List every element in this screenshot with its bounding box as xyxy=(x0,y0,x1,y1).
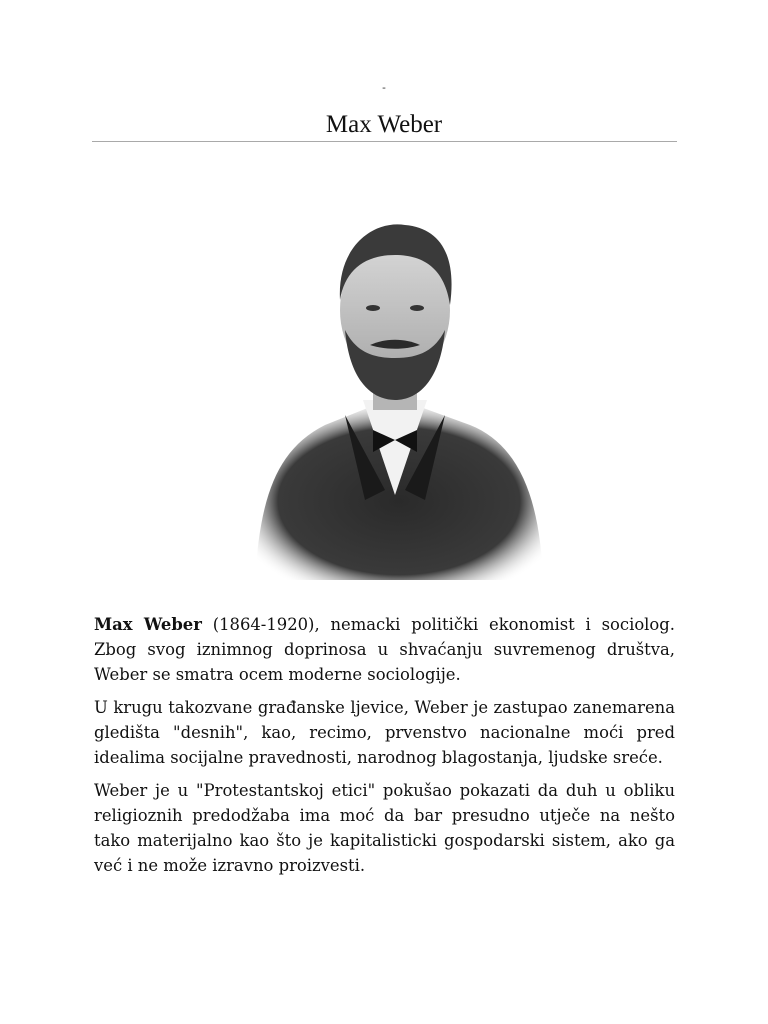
paragraph-2: U krugu takozvane građanske ljevice, Weber je zastupao zanemarena gledišta "desnih", kao, recimo, prvenstvo nacionalne moći pred idealima socijalne pravednosti, narodnog blagostanja, ljudske sreće. xyxy=(94,698,675,767)
page-title: Max Weber xyxy=(325,111,443,138)
paragraph-3: Weber je u "Protestantskoj etici" pokušao pokazati da duh u obliku religioznih predodžaba ima moć da bar presudno utječe na nešto tako materijalno kao što je kapitalisticki gospodarski sistem, ako ga već i ne može izravno proizvesti. xyxy=(94,781,675,875)
paragraph-1 xyxy=(94,612,675,687)
portrait-photo-icon xyxy=(245,200,545,580)
paragraph-1-text: (1864-1920), nemacki politički ekonomist i sociolog. Zbog svog iznimnog doprinosa u shvaćanju suvremenog društva, Weber se smatra ocem moderne sociologije. xyxy=(94,615,675,684)
title-divider xyxy=(92,141,677,142)
top-mark: - xyxy=(382,81,386,94)
article-body xyxy=(94,612,675,886)
paragraph-1-lead: Max Weber xyxy=(94,615,202,634)
